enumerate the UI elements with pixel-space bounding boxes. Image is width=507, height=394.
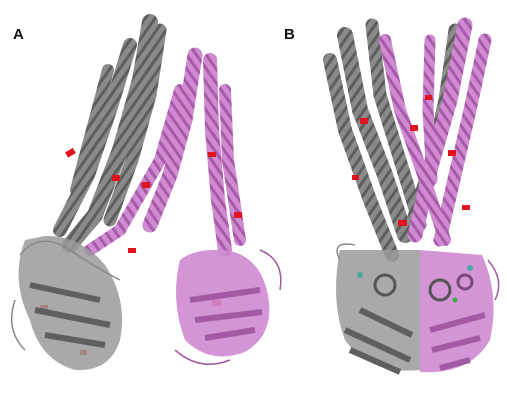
panel-a-structure — [12, 22, 281, 370]
panel-label-a: A — [13, 26, 24, 43]
panel-a-gray-domain — [12, 236, 122, 370]
panel-b-lower-domain — [336, 244, 499, 372]
panel-label-b: B — [284, 26, 295, 43]
panel-b-structure — [330, 25, 499, 372]
panel-a-gray-helices — [60, 22, 160, 245]
panel-a-pink-domain — [175, 250, 281, 365]
